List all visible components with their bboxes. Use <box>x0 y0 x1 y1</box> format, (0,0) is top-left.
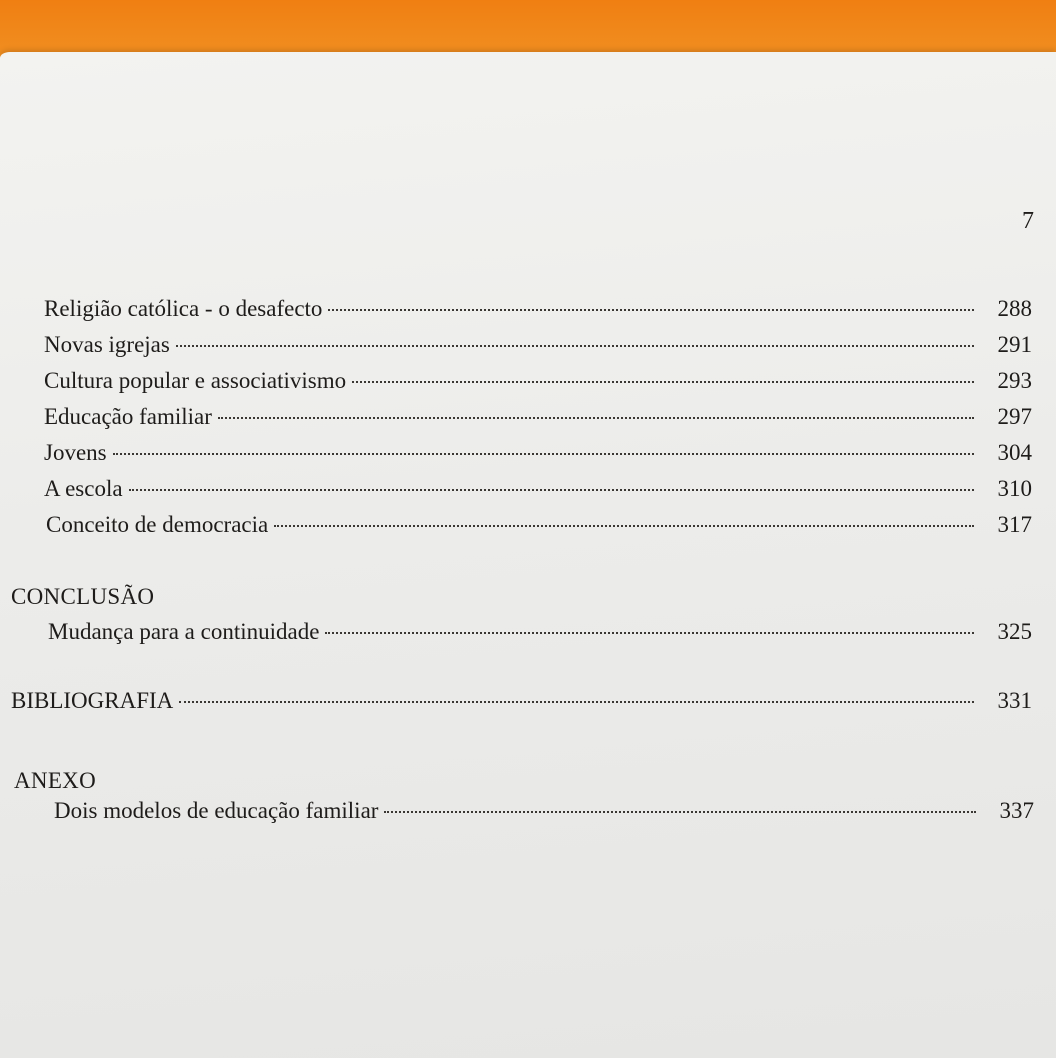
toc-entry-page: 337 <box>999 798 1034 823</box>
toc-entry-page: 288 <box>997 296 1032 321</box>
dot-leader <box>352 381 974 383</box>
toc-entry-page: 293 <box>997 368 1032 393</box>
toc-entry-a-escola <box>44 476 1032 502</box>
dot-leader <box>129 489 974 491</box>
toc-entry-label: A escola <box>44 476 123 501</box>
toc-entry-mudanca <box>48 619 1032 645</box>
dot-leader <box>328 309 974 311</box>
toc-entry-page: 291 <box>997 332 1032 357</box>
toc-entry-conceito-democracia <box>46 512 1032 538</box>
toc-entry-label: Conceito de democracia <box>46 512 269 537</box>
toc-entry-page: 304 <box>997 440 1032 465</box>
toc-entry-page: 317 <box>997 512 1032 537</box>
toc-entry-page: 331 <box>997 688 1032 713</box>
page-number: 7 <box>1022 208 1034 234</box>
toc-entry-jovens <box>44 440 1032 466</box>
toc-entry-religiao <box>44 296 1032 322</box>
toc-entry-label: Dois modelos de educação familiar <box>54 798 379 823</box>
dot-leader <box>384 811 976 813</box>
dot-leader <box>218 417 974 419</box>
toc-entry-bibliografia <box>11 688 1032 714</box>
toc-entry-educacao-familiar <box>44 404 1032 430</box>
dot-leader <box>113 453 974 455</box>
toc-entry-page: 310 <box>997 476 1032 501</box>
toc-entry-label: Jovens <box>44 440 107 465</box>
dot-leader <box>179 701 974 703</box>
toc-entry-page: 325 <box>997 619 1032 644</box>
toc-entry-novas-igrejas <box>44 332 1032 358</box>
toc-entry-cultura-popular <box>44 368 1032 394</box>
dot-leader <box>176 345 974 347</box>
toc-entry-label: Cultura popular e associativismo <box>44 368 347 393</box>
toc-entry-label: Mudança para a continuidade <box>48 619 320 644</box>
toc-entry-dois-modelos <box>54 798 1034 824</box>
toc-entry-label: Educação familiar <box>44 404 212 429</box>
toc-entry-page: 297 <box>997 404 1032 429</box>
dot-leader <box>274 525 974 527</box>
toc-entry-label: Religião católica - o desafecto <box>44 296 323 321</box>
section-heading-anexo: ANEXO <box>14 768 96 793</box>
dot-leader <box>325 632 974 634</box>
toc-entry-label: BIBLIOGRAFIA <box>11 688 174 713</box>
book-page <box>0 52 1056 1058</box>
toc-entry-label: Novas igrejas <box>44 332 170 357</box>
section-heading-conclusao: CONCLUSÃO <box>11 584 155 609</box>
